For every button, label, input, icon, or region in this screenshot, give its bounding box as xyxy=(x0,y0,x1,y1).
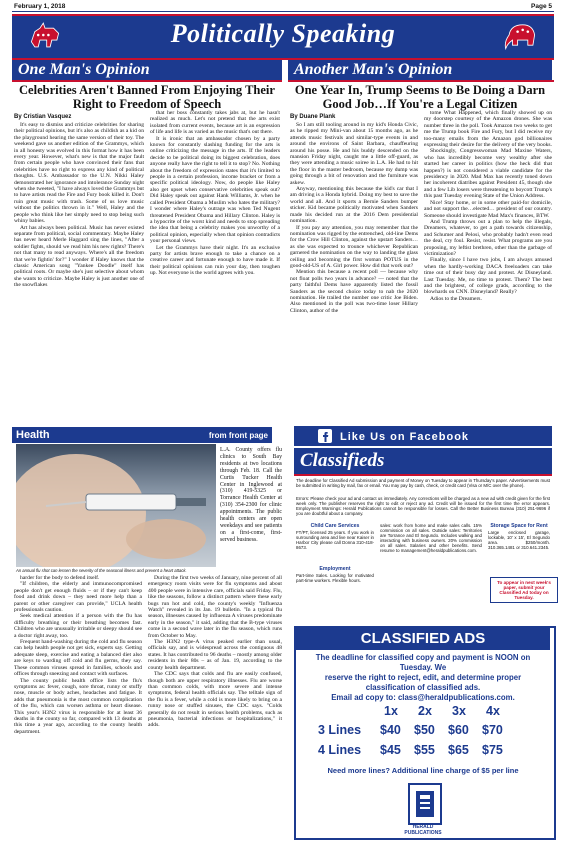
paragraph: Seek medical attention if a person with the flu has difficulty breathing or their breathing becomes fast. Children who are unusually irritable or sleepy should see a doctor right away, too. xyxy=(14,613,142,639)
employment-ad: Part-time Sales. Looking for motivated part-time workers. Flexible hours. xyxy=(296,573,374,584)
paragraph: And Trump throws out a plan to help the illegals, Dreamers, whatever, to get a path towards citizenship, and Schumer and Pelosi, who probably hadn't even read the deal, cry foul. Resist, resist. What programs are you proposing, my leftist brethren, other than the garbage of victimization? xyxy=(424,218,552,257)
price-cell: $60 xyxy=(448,723,469,737)
paragraph: "If children, the elderly and immunocompromised people don't get enough fluids – or if they can't keep food and drink down – they need more help than a parent or other caregiver can provide," UCLA health professionals caution. xyxy=(14,581,142,614)
paragraph: During the first two weeks of January, nine percent of all emergency room visits were for flu symptoms and about 400 people were in intensive care, officials said Friday. Flu, like the seasons, follow a distinct pattern where these early bugs run hot and cold, the county's weekly "Influenza Watch" revealed in its Jan. 19 bulletin. "In a typical flu season, illnesses caused by influenza A viruses predominate early in the season," it said, adding that the B-type viruses come in a second wave later in the flu season, which runs from October to May. xyxy=(148,575,282,639)
sales-ad: sales: work from home and make sales calls. 15% commission on all sales. Outside sales: Territories are Torrance and El Segundo. Includes walking and interacting with business owners. 20% commission on all sales. Salaries and other benefits. Send resume to management@heraldpublications.com. xyxy=(380,523,482,554)
paragraph: tome What Happened, which finally showed up on my doorstep courtesy of the Amazon drones. She was number three in the poll. Took Amazon two weeks to get me the Trump book Fire and Fury, but I did receive my too-many emails from the Amazon god billionaires expressing their desire for the delivery of the very books. xyxy=(424,110,552,149)
herald-logo-icon xyxy=(408,783,442,825)
price-cell: $40 xyxy=(380,723,401,737)
storage-ad: Large enclosed garage, lockable, 10' x 15', El Segundo area. $250/month. 310.365.1481 or 310.641.2345. xyxy=(488,530,550,551)
classifieds-errors: Errors: Please check your ad and contact us immediately. Any corrections will be charged as a new ad with credit given for the first week only. The publisher reserves the right to edit or reject any ad. Credit will be issued for the first time the error appears. Employment Warnings: Herald Publications cannot be responsible for losses. Call the Better Business Bureau (310) 251-9696 if you are doubtful about a company. xyxy=(296,496,550,517)
price-header-row xyxy=(318,704,518,718)
price-cell: $75 xyxy=(482,743,503,757)
health-from-front: from front page xyxy=(208,431,268,440)
left-byline: By Cristian Vasquez xyxy=(14,114,72,120)
syringe-icon xyxy=(16,444,216,567)
price-cell: $70 xyxy=(482,723,503,737)
left-column-1 xyxy=(14,122,144,289)
paragraph: It's easy to dismiss and criticize celebrities for sharing their political opinions, but it's also as childish as a kid on the playground hearing the same version of their toy. The weekend gave us another edition of the Grammys, which in all honesty was evolved in this format how it has been every year. However, what's new is that the major fault from certain people who have convinced their fans that celebrities have no right to express any kind of political thoughts. U.S. Ambassador to the U.N. Nikki Haley demonstrated her ignorance and intolerance Sunday night when she tweeted, "I have always loved the Grammys but to have artists read the Fire and Fury book killed it. Don't ruin great music with trash. Some of us love music without the politics thrown in it." Well, Haley and the people who think like her simply need to stop being such whiny babies. xyxy=(14,122,144,225)
employment-heading: Employment xyxy=(319,566,351,572)
header-rule xyxy=(12,11,554,12)
childcare-heading: Child Care Services xyxy=(310,523,360,529)
paragraph: The CDC says that colds and flu are easily confused, though both are upper respiratory illnesses. Flu are worse than common colds, with more severe and intense symptoms, federal health officials say. The telltale sign of the flu is a fever, while a cold is more likely to bring on a runny nose or stuffed sinuses, the CDC says. "Colds generally do not result in serious health problems, such as pneumonia, bacterial infections or hospitalizations," it adds. xyxy=(148,671,282,729)
health-label: Health xyxy=(16,429,50,441)
page-number: Page 5 xyxy=(531,3,552,10)
paragraph: If you pay any attention, you may remember that the nomination was rigged by the entrenched, old-line Dems for the Crow Hill Clinton, against the upstart Sanders… as she was expected to trounce whichever Republican garnered the nomination on the way to landing the glass ceiling and becoming the first woman POTUS in the good-old-US of A. Girl power. How did that work out? xyxy=(290,224,418,269)
facebook-icon[interactable] xyxy=(318,429,332,443)
col-label: 3x xyxy=(452,704,466,718)
elephant-icon xyxy=(504,18,538,52)
paragraph: It is ironic that an ambassador chosen by a party known for constantly slashing funding for the arts is online criticizing the message in the arts. If the leaders decide to be political doing its biggest celebration, does anyone really have the right to tell it to stop? No. Nothing about the freedom of expression states that it's limited to people in a certain profession, income bracket or from a specific political ideology. Now, do people like Haley also get upset when conservative celebrities speak out? Did Haley speak out against Hank Williams, Jr. when he called President Obama a Muslim who hates the military? I wonder where Haley's outrage was when Ted Nugent threatened President Obama and Hillary Clinton. Haley is a hypocrite of the worst kind and needs to stop spreading the idea that being a celebrity makes you unworthy of a political opinion, especially when that opinion contradicts your personal views. xyxy=(150,135,280,245)
section-banner xyxy=(12,14,554,60)
health-column-2 xyxy=(148,575,282,729)
health-column-1 xyxy=(14,575,142,735)
paragraph: The H3N2 type-A virus peaked earlier than usual, officials say, and is widespread across the contiguous 48 states. It has contributed to 96 deaths – mostly among older residents in their 80s – as of Jan. 19, according to the county health department. xyxy=(148,639,282,671)
email-line[interactable]: Email ad copy to: class@heraldpublications.com. xyxy=(331,693,515,702)
right-column-2 xyxy=(424,110,552,302)
classifieds-title: Classifieds xyxy=(300,450,385,471)
price-cell: $50 xyxy=(414,723,435,737)
right-column-1 xyxy=(290,122,418,314)
row-label: 4 Lines xyxy=(318,743,362,757)
price-cell: $55 xyxy=(414,743,435,757)
left-section-title: One Man's Opinion xyxy=(12,60,282,80)
classified-ads-title: CLASSIFIED ADS xyxy=(360,630,486,647)
info-line: The deadline for classified copy and payment is NOON on Tuesday. We xyxy=(315,653,531,672)
additional-line-note: Need more lines? Additional line charge of $5 per line xyxy=(327,766,519,775)
flu-shot-photo xyxy=(16,444,216,567)
issue-date: February 1, 2018 xyxy=(14,3,66,10)
price-cell: $65 xyxy=(448,743,469,757)
info-line: reserve the right to reject, edit, and determine proper classification of classified ads. xyxy=(324,673,522,692)
health-sidebar: L.A. County offers flu clinics to South Bay residents at two locations through Feb. 18. Call the Curtis Tucker Health Center in Inglewood at (310) 419-5325 or Torrance Health Center at (310) 354-2300 for clinic appointments. The public health centers are open weekdays and see patients on a first-come, first-served business. xyxy=(220,447,282,543)
paragraph: Nice! Stay home, or in some other paid-for domicile, and not support the…elected… president of our country. Someone should investigate Mad Max's finances, BTW. xyxy=(424,199,552,219)
paragraph: Art has always been political. Music has never existed separate from political, social commentary. Maybe Haley has never heard Merle Haggard sing the lines, "After a soldier fights, should we read him his new rights? There's not that many to read anyways. Where's all the freedom that we're fightin' for?" I wonder if Haley knows that the classic American song "Yankee Doodle" itself has political roots. Or maybe she's just selective about whom she wants to criticize. Maybe Haley is just another one of the snowflakes xyxy=(14,224,144,289)
herald-logo-text: HERALD PUBLICATIONS xyxy=(404,824,442,836)
paragraph: Adios to the Dreamers. xyxy=(430,295,482,302)
col-label: 1x xyxy=(384,704,398,718)
price-row-4-lines xyxy=(318,743,518,757)
paragraph: Mention this because a recent poll — because why not float polls two years in advance? — noted that the party faithful Dems have apparently listed the fossil Sanders as the second choice today to nab the 2020 nomination. He trailed the number one critic Joe Biden. Also mentioned in the poll was two-time loser Hillary Clinton, author of the xyxy=(290,269,418,314)
paragraph: harder for the body to defend itself. xyxy=(20,575,100,581)
paragraph: Frequent hand-washing during the cold and flu season can help health people not get sick, experts say. Getting adequate sleep, exercise and eating a balanced diet also are keys to warding off cold and flu germs, they say. These common viruses spread in families, schools and offices through sneezing and contact with surfaces. xyxy=(14,639,142,678)
right-byline: By Duane Plank xyxy=(290,114,336,120)
photo-caption: An annual flu shot can lessen the severity of the seasonal illness and prevent a heart attack. xyxy=(16,568,187,573)
paragraph: Shockingly, Congresswoman Mad Maxine Waters, who has incredibly become very wealthy after she started her career in politics (how the heck did that happen?) is not considered a viable candidate for the presidency in 2020. Mad Max has recently toned down her incoherent diatribes against President 45, though she and a few Lib losers were threatening to boycott Trump's this past Tuesday evening State of the Union Address. xyxy=(424,148,552,200)
classifieds-terms: The deadline for Classified Ad submission and payment of Money on Tuesday to appear in Thursday's paper. Advertisements must be submitted in writing by mail, fax or email. You may pay by cash, check, or credit card (Visa or M/C over the phone). xyxy=(296,478,550,489)
row-label: 3 Lines xyxy=(318,723,362,737)
col-label: 2x xyxy=(418,704,432,718)
paragraph: The county public health office lists the flu's symptoms as: fever, cough, sore throat, runny or stuffy nose, muscle or body aches, headaches and fatigue. It adds that pneumonia is the most common complication of the flu, which can worsen asthma or heart disease. This year's H3N2 virus is responsible for at least 36 deaths in the county so far, compared with 13 deaths at this time a year ago, according to the county health department. xyxy=(14,677,142,735)
paragraph: So I am still tooling around in my kid's Honda Civic, as he ripped my Mini-van about 15 months ago, as he attends music festivals and similar-type events in and around the environs of Saint Barbara, chauffeuring around his posse. He and his buddy descended on the mansion Friday night, caught me a little off-guard, as they were attending a music soiree in L.A. He had to hit the floor in the master bedroom, because my dump was going through a bit of renovation and the furniture was askew. xyxy=(290,122,418,186)
right-rule xyxy=(288,80,554,82)
facebook-label[interactable]: Like Us on Facebook xyxy=(340,431,470,443)
price-row-3-lines xyxy=(318,723,518,737)
paragraph: Anyway, mentioning this because the kid's car that I am driving is a Honda hybrid. Doing my best to save the world and all. And it sports a Bernie Sanders bumper sticker. Kid became politically motivated when Sanders made his decided run at the 2016 Dem presidential nomination. xyxy=(290,186,418,225)
paragraph: Let the Grammys have their night. It's an exclusive party for artists brave enough to take a chance on a creative career and fortunate enough to have made it. If their political opinions can ruin your day, then toughen up. Not everyone is the world agrees with you. xyxy=(150,244,280,277)
banner-title: Politically Speaking xyxy=(170,19,396,48)
right-section-title: Another Man's Opinion xyxy=(288,60,552,80)
left-column-2 xyxy=(150,110,280,277)
left-headline: Celebrities Aren't Banned From Enjoying Their Right to Freedom of Speech xyxy=(19,83,275,111)
right-headline: One Year In, Trump Seems to Be Doing a Darn Good Job…If You're a Legal Citizen xyxy=(294,83,546,111)
col-label: 4x xyxy=(486,704,500,718)
left-rule xyxy=(12,80,282,82)
next-week-notice: To appear in next week's paper, submit your Classified Ad today on Tuesday. xyxy=(490,577,558,603)
classified-ads-info xyxy=(300,653,546,703)
price-cell: $45 xyxy=(380,743,401,757)
childcare-ad: FT/PT, licensed 25 years. If you work in surrounding area and live near Kaiser in Harbor City please call Donna 310-418-8673. xyxy=(296,530,374,551)
paragraph: Finally, since I have two jobs, I am always amused when the hardly-working DACA freeloaders can take time out of their busy day and protest. At Disneyland. Last Tuesday. Me, no time to protest. Them? The best and the brightest, of college grads, according to the blowhards on CNN. Disneyland? Really? xyxy=(424,257,552,296)
paragraph: that her boss constantly takes jabs at, but he hasn't realized as much. Let's not pretend that the arts exist isolated from current events, because art is an expression of life and life is as varied as the music that's out there. xyxy=(150,110,280,136)
storage-heading: Storage Space for Rent xyxy=(490,523,548,529)
